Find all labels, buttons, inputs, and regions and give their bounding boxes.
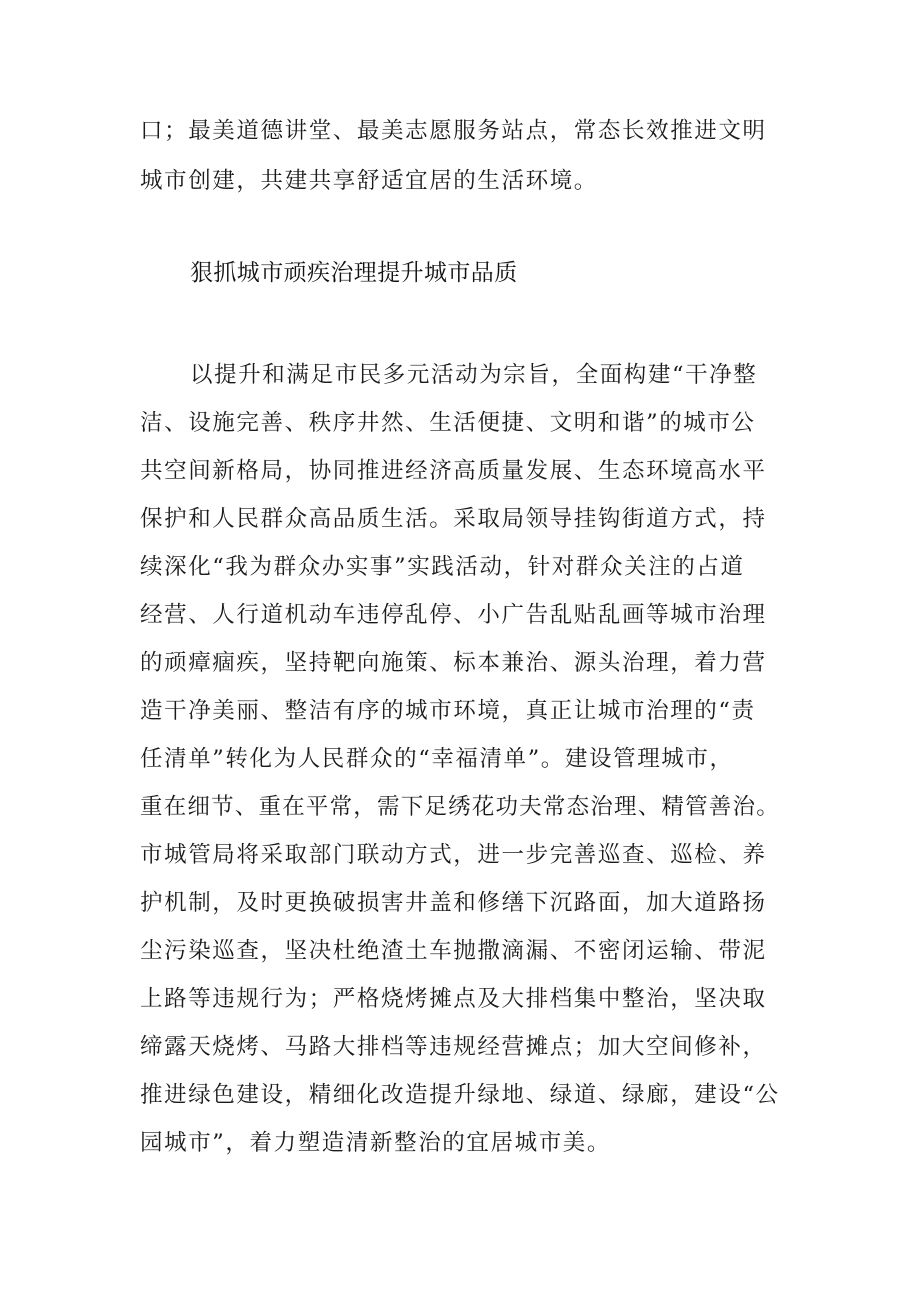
- body-line-1: 以提升和满足市民多元活动为宗旨，全面构建“干净整: [190, 362, 758, 388]
- intro-line-1: 口；最美道德讲堂、最美志愿服务站点，常态长效推进文明: [140, 118, 767, 144]
- section-heading: 狠抓城市顽疾治理提升城市品质: [190, 260, 518, 286]
- intro-line-2: 城市创建，共建共享舒适宜居的生活环境。: [140, 168, 598, 194]
- body-line-10: 重在细节、重在平常，需下足绣花功夫常态治理、精管善治。: [140, 794, 780, 820]
- body-line-4: 保护和人民群众高品质生活。采取局领导挂钩街道方式，持: [140, 506, 767, 532]
- body-line-15: 缔露天烧烤、马路大排档等违规经营摊点；加大空间修补，: [140, 1034, 767, 1060]
- body-line-3: 共空间新格局，协同推进经济高质量发展、生态环境高水平: [140, 458, 767, 484]
- body-line-2: 洁、设施完善、秩序井然、生活便捷、文明和谐”的城市公: [140, 410, 756, 436]
- body-line-6: 经营、人行道机动车违停乱停、小广告乱贴乱画等城市治理: [140, 602, 767, 628]
- body-line-8: 造干净美丽、整洁有序的城市环境，真正让城市治理的“责: [140, 698, 756, 724]
- body-line-16: 推进绿色建设，精细化改造提升绿地、绿道、绿廊，建设“公: [140, 1082, 780, 1108]
- body-line-13: 尘污染巡查，坚决杜绝渣土车抛撒滴漏、不密闭运输、带泥: [140, 938, 767, 964]
- body-line-7: 的顽瘴痼疾，坚持靶向施策、标本兼治、源头治理，着力营: [140, 650, 767, 676]
- body-line-9: 任清单”转化为人民群众的“幸福清单”。建设管理城市，: [140, 746, 734, 772]
- body-line-12: 护机制，及时更换破损害井盖和修缮下沉路面，加大道路扬: [140, 890, 767, 916]
- body-line-14: 上路等违规行为；严格烧烤摊点及大排档集中整治，坚决取: [140, 986, 767, 1012]
- body-line-11: 市城管局将采取部门联动方式，进一步完善巡查、巡检、养: [140, 842, 767, 868]
- body-line-17: 园城市”，着力塑造清新整治的宜居城市美。: [140, 1130, 612, 1156]
- body-line-5: 续深化“我为群众办实事”实践活动，针对群众关注的占道: [140, 554, 745, 580]
